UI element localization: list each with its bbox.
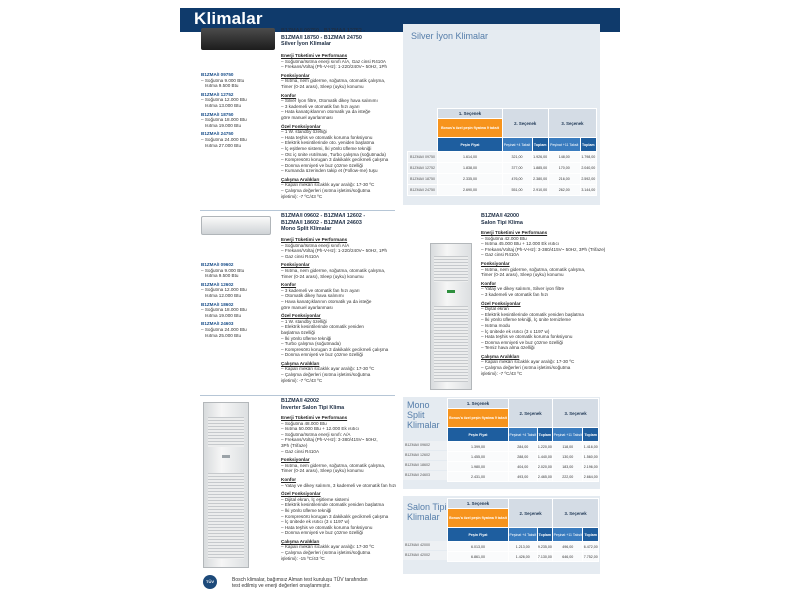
silver-product-title: B1ZMA/I 09750 - B1ZMA/I 12752 - B1ZMA/I 18750 - B1ZMA/I 24750 Silver İyon Klimalar <box>281 28 366 48</box>
feature-heading: Çalışma Aralıkları <box>281 538 320 544</box>
feature-item: – Gaz cinsi R410A <box>481 252 520 258</box>
feature-item: – Isıtma 50.000 Btu + 12.000 Ek ısıtıcı <box>281 426 360 432</box>
price-cell: 1.455,00 <box>448 452 509 462</box>
feature-item: – Frekans/Voltaj (Ph-V-Hz): 3-380/415V~ 50Hz, <box>281 437 378 443</box>
footer-note: Bosch klimalar, bağımsız Alman test kuruluşu TÜV tarafından test edilmiş ve enerji değerleri onaylanmıştır. <box>232 577 368 589</box>
feature-item: – Isıtma, nem giderme, soğutma, otomatik çalışma, <box>281 267 386 273</box>
feature-item: 3Ph (Trifaze) <box>281 442 308 448</box>
feature-item: – Silver İyon filtre, Otomatik dikey hava salınımı <box>281 98 378 104</box>
option-2-header: 2. Seçenek <box>509 499 553 528</box>
feature-item: – Kumanda üzerinden takip et (Follow-me) tuşu <box>281 168 378 174</box>
column-header-toplam: Toplam <box>583 428 599 442</box>
feature-item: – Isıtma, nem giderme, soğutma, otomatik çalışma, <box>281 462 386 468</box>
bonus-highlight: Bonus'a özel peşin fiyatına 9 taksit <box>438 119 502 138</box>
feature-item: – Elektrik kesintilerinde otomatik yeniden <box>281 324 364 330</box>
feature-item: – 3 kademeli ve otomatik fan hızı ayarı <box>281 287 360 293</box>
feature-heading: Konfor <box>281 282 297 288</box>
blank-cell <box>408 119 438 138</box>
model-spec <box>201 262 276 279</box>
feature-item: – Soğutma/Isıtma enerji sınıfı: A/A <box>281 431 351 437</box>
feature-item: – Donma emniyeti ve buz çözme özelliği <box>281 162 363 168</box>
feature-item: – Dijital ekran <box>481 306 509 312</box>
inverter-product-title: B1ZMA/I 42002 İnverter Salon Tipi Klima <box>281 398 345 411</box>
price-cell: 1.885,00 <box>532 163 548 174</box>
model-cell: B1ZMA/I 12752 <box>408 163 438 174</box>
salon-product-title: B1ZMA/I 42000 Salon Tipi Klima <box>481 213 523 226</box>
feature-item: – İki yönlü üfleme tekniği <box>281 335 332 341</box>
feature-item: – Isıtma 45.000 Btu + 12.000 Ek ısıtıcı <box>481 241 560 247</box>
model-spec <box>201 131 276 148</box>
feature-heading: Çalışma Aralıkları <box>481 353 520 359</box>
feature-item: – Kapalı mekân sıcaklık ayar aralığı: 17-30 ºC <box>481 359 575 365</box>
model-cell: B1ZMA/I 12602 <box>403 451 447 460</box>
model-heating: Isıtma 13.000 Btu <box>205 102 242 108</box>
model-spec <box>201 92 276 109</box>
option-3-header: 3. Seçenek <box>548 109 596 138</box>
price-cell: 262,00 <box>548 185 580 196</box>
price-table <box>407 108 597 196</box>
feature-heading: Çalışma Aralıkları <box>281 176 320 182</box>
price-cell: 2.020,00 <box>537 462 553 472</box>
model-spec <box>201 72 276 89</box>
model-name: B1ZMA/I 18750 <box>201 111 234 117</box>
feature-item: – Elektrik kesintilerinde otomatik yeniden başlatma <box>281 502 384 508</box>
feature-item: – Kapalı mekân sıcaklık ayar aralığı: 17-30 ºC <box>281 544 375 550</box>
price-table <box>447 398 599 482</box>
price-cell: 1.798,00 <box>580 152 596 163</box>
silver-ac-unit-image <box>201 28 275 50</box>
model-name: B1ZMA/I 12602 <box>201 281 234 287</box>
feature-heading: Konfor <box>481 280 497 286</box>
option-1-header: 1. Seçenek <box>448 399 509 409</box>
model-name: B1ZMA/I 24603 <box>201 321 234 327</box>
column-header-pes4: Peşinat +4 Taksit <box>502 138 532 152</box>
bonus-highlight: Bonus'a özel peşin fiyatına 9 taksit <box>448 509 509 528</box>
feature-item: – Çalışma değerleri (ısıtma işletimi/soğutma <box>281 188 371 194</box>
model-cell: B1ZMA/I 18602 <box>403 461 447 470</box>
feature-heading: Fonksiyonlar <box>481 260 510 266</box>
feature-item: – Elektrik kesintilerinde otomatik yeniden başlatma <box>481 311 584 317</box>
model-cooling: – Soğutma 24.000 Btu <box>201 326 247 332</box>
page-title: Klimalar <box>194 9 263 28</box>
option-1-header: 1. Seçenek <box>438 109 502 119</box>
feature-heading: Özel Fonksiyonlar <box>281 313 321 319</box>
model-cooling: – Soğutma 12.000 Btu <box>201 287 247 293</box>
feature-item: – Donma emniyeti ve buz çözme özelliği <box>281 352 363 358</box>
silver-table-label: Silver İyon Klimalar <box>411 31 489 41</box>
feature-item: – Isıtma modu <box>481 322 511 328</box>
price-cell: 1.560,00 <box>583 452 599 462</box>
price-cell: 1.213,00 <box>509 542 538 552</box>
feature-item: işletimi): -7 ºC/43 ºC <box>281 193 323 199</box>
feature-heading: Enerji Tüketimi ve Performans <box>281 237 348 242</box>
feature-item: Timer (0-24 arası), Sleep (uyku) konumu <box>281 468 364 474</box>
price-cell: 476,00 <box>502 174 532 185</box>
price-cell: 6.472,00 <box>583 542 599 552</box>
feature-item: – Otc iç ünite ısıtılması, Turbo çalışma (soğutmada) <box>281 151 386 157</box>
mono-model-list <box>201 262 276 341</box>
table-row <box>408 185 597 196</box>
tuv-badge-icon: TÜV <box>203 575 217 589</box>
feature-heading: Özel Fonksiyonlar <box>281 123 321 129</box>
model-name: B1ZMA/I 24750 <box>201 131 234 137</box>
table-row <box>408 174 597 185</box>
feature-item: – Frekans/Voltaj (Ph-V-Hz): 3-380/415V~ 50Hz, 3Ph (Trifaze) <box>481 246 606 252</box>
feature-item: – Çalışma değerleri (ısıtma işletimi/soğutma <box>281 550 371 556</box>
mono-table-label: Mono Split Klimalar <box>407 400 440 430</box>
feature-item: – Isıtma, nem giderme, soğutma, otomatik çalışma, <box>281 78 386 84</box>
feature-item: işletimi): -7 ºC/43 ºC <box>481 370 523 376</box>
model-name: B1ZMA/I 18602 <box>201 301 234 307</box>
feature-heading: Konfor <box>281 476 297 482</box>
price-table <box>447 498 599 562</box>
feature-item: – İç ünitede ek ısıtıcı (3 x 1197 w) <box>481 328 550 334</box>
feature-item: – 1 W. standby özelliği <box>281 129 327 135</box>
model-heating: Isıtma 25.000 Btu <box>205 332 242 338</box>
model-heating: Isıtma 12.000 Btu <box>205 292 242 298</box>
price-cell: 3.144,00 <box>580 185 596 196</box>
price-cell: 118,00 <box>553 442 583 452</box>
feature-item: – Frekans/Voltaj (Ph-V-Hz): 1-220/240V~ 50Hz, 1Ph <box>281 248 388 254</box>
option-3-header: 3. Seçenek <box>553 499 599 528</box>
price-cell: 646,00 <box>553 552 583 562</box>
model-cooling: – Soğutma 18.000 Btu <box>201 117 247 123</box>
column-header-pes11: Peşinat +11 Taksit <box>553 528 583 542</box>
feature-item: – Soğutma/Isıtma enerji sınıfı A/A <box>281 242 350 248</box>
price-cell: 1.440,00 <box>537 452 553 462</box>
model-cooling: – Soğutma 12.000 Btu <box>201 97 247 103</box>
feature-item: – Hava kanatçıklarının otomatik ya da isteğe <box>281 298 372 304</box>
price-cell: 170,00 <box>548 163 580 174</box>
feature-item: – Frekans/Voltaj (Ph-V-Hz): 1-220/240V~ 50Hz, 1Ph <box>281 64 388 70</box>
table-row <box>408 163 597 174</box>
model-spec <box>201 302 276 319</box>
feature-item: başlatma özelliği <box>281 329 315 335</box>
mono-ac-unit-image <box>201 216 271 235</box>
price-cell: 2.592,00 <box>580 174 596 185</box>
price-cell: 6.861,00 <box>448 552 509 562</box>
feature-item: – Soğutma/Isıtma enerji sınıfı A/A, Gaz cinsi R410A <box>281 58 386 64</box>
price-cell: 9.235,00 <box>537 542 553 552</box>
feature-item: – Yatay ve dikey salınım, 3 kademeli ve otomatik fan hızı <box>281 482 397 488</box>
feature-item: – 3 kademeli ve otomatik fan hızı ayarı <box>281 103 360 109</box>
model-heating: Isıtma 9.500 Btu <box>205 273 239 279</box>
feature-heading: Özel Fonksiyonlar <box>481 300 521 306</box>
model-cooling: – Soğutma 18.000 Btu <box>201 307 247 313</box>
price-cell: 216,00 <box>548 174 580 185</box>
model-cell: B1ZMA/I 24750 <box>408 185 438 196</box>
price-cell: 321,00 <box>502 152 532 163</box>
table-row <box>448 552 599 562</box>
feature-item: göre manuel ayarlanması <box>281 114 333 120</box>
model-cell: B1ZMA/I 18750 <box>408 174 438 185</box>
price-cell: 2.465,00 <box>537 472 553 482</box>
mono-features <box>281 234 401 383</box>
model-spec <box>201 282 276 299</box>
model-spec <box>201 321 276 338</box>
price-cell: 551,00 <box>502 185 532 196</box>
inverter-features <box>281 412 401 561</box>
price-cell: 130,00 <box>553 452 583 462</box>
feature-item: – 3 kademeli ve otomatik fan hızı <box>481 291 549 297</box>
price-cell: 493,00 <box>509 472 538 482</box>
price-cell: 1.926,00 <box>532 152 548 163</box>
blank-cell <box>408 109 438 119</box>
option-2-header: 2. Seçenek <box>509 399 553 428</box>
model-cooling: – Soğutma 9.000 Btu <box>201 77 245 83</box>
price-cell: 496,00 <box>553 542 583 552</box>
model-cell: B1ZMA/I 09750 <box>408 152 438 163</box>
feature-heading: Fonksiyonlar <box>281 72 310 78</box>
feature-item: – Temiz hava alma özelliği <box>481 345 535 351</box>
feature-heading: Enerji Tüketimi ve Performans <box>281 415 348 420</box>
column-header-pes4: Peşinat +4 Taksit <box>509 428 538 442</box>
feature-heading: Fonksiyonlar <box>281 457 310 463</box>
option-3-header: 3. Seçenek <box>553 399 599 428</box>
silver-model-list <box>201 72 276 151</box>
model-spec <box>201 112 276 129</box>
feature-item: – Kompresörü korugan 3 dakikalık gecikmeli çalışma <box>281 346 389 352</box>
price-cell: 1.980,00 <box>448 462 509 472</box>
feature-item: – Kapalı mekân sıcaklık ayar aralığı: 17-30 ºC <box>281 182 375 188</box>
feature-item: – Hata kanatçıklarının otomatik ya da isteğe <box>281 109 371 115</box>
feature-heading: Fonksiyonlar <box>281 262 310 268</box>
table-row <box>448 472 599 482</box>
feature-item: – Hata teşhis ve otomatik koruma fonksiyonu <box>281 134 373 140</box>
feature-item: – Çalışma değerleri (ısıtma işletimi/soğutma <box>481 365 571 371</box>
feature-item: – Hata teşhis ve otomatik koruma fonksiyonu <box>281 524 373 530</box>
column-header-pesin: Peşin Fiyat <box>448 528 509 542</box>
column-header-toplam: Toplam <box>580 138 596 152</box>
model-heating: Isıtma 9.500 Btu <box>205 83 239 89</box>
model-name: B1ZMA/I 09750 <box>201 72 234 77</box>
price-cell: 183,00 <box>553 462 583 472</box>
feature-item: Timer (0-24 arası), Sleep (uyku) konumu <box>281 83 364 89</box>
price-cell: 2.431,00 <box>448 472 509 482</box>
price-cell: 404,00 <box>509 462 538 472</box>
feature-heading: Özel Fonksiyonlar <box>281 491 321 497</box>
feature-heading: Enerji Tüketimi ve Performans <box>481 230 548 235</box>
feature-item: – Yatay ve dikey salınım, Silver iyon filtre <box>481 286 565 292</box>
feature-item: göre manuel ayarlanması <box>281 304 333 310</box>
feature-item: – Donma emniyeti ve buz çözme özelliği <box>481 339 563 345</box>
price-cell: 6.013,00 <box>448 542 509 552</box>
price-cell: 2.196,00 <box>583 462 599 472</box>
option-1-header: 1. Seçenek <box>448 499 509 509</box>
feature-item: – Kompresörü korugan 3 dakikalık gecikmeli çalışma <box>281 157 389 163</box>
price-cell: 2.335,00 <box>438 174 502 185</box>
feature-item: – Gaz cinsi R410A <box>281 448 320 454</box>
silver-features <box>281 50 401 199</box>
column-header-toplam: Toplam <box>532 138 548 152</box>
price-cell: 2.910,00 <box>532 185 548 196</box>
feature-heading: Konfor <box>281 92 297 98</box>
feature-item: Timer (0-24 arası), Sleep (uyku) konumu <box>281 273 364 279</box>
salon-tower-unit-image <box>430 243 472 390</box>
feature-item: – Donma emniyeti ve buz çözme özelliği <box>281 530 363 536</box>
feature-item: – Gaz cinsi R410A <box>281 253 320 259</box>
price-cell: 1.416,00 <box>583 442 599 452</box>
salon-table-label: Salon Tipi Klimalar <box>407 502 447 522</box>
feature-item: Timer (0-24 arası), Sleep (uyku) konumu <box>481 272 564 278</box>
feature-item: – Turbo çalışma (soğutmada) <box>281 341 341 347</box>
feature-item: – Dijital ekran, İç eşitleme sistemi <box>281 496 349 502</box>
price-cell: 1.838,00 <box>438 163 502 174</box>
model-cell: B1ZMA/I 09602 <box>403 441 447 450</box>
feature-item: – Soğutma 42.000 Btu <box>481 235 527 241</box>
column-header-toplam: Toplam <box>537 428 553 442</box>
feature-item: – İki yönlü üfleme tekniği, İç ünite temizleme <box>481 317 571 323</box>
feature-item: – Otomatik dikey hava salınımı <box>281 293 344 299</box>
price-cell: 2.040,00 <box>580 163 596 174</box>
inverter-tower-unit-image <box>203 402 249 568</box>
price-cell: 284,00 <box>509 442 538 452</box>
table-row <box>448 542 599 552</box>
table-row <box>448 452 599 462</box>
price-cell: 1.614,00 <box>438 152 502 163</box>
table-row <box>448 462 599 472</box>
price-cell: 2.380,00 <box>532 174 548 185</box>
price-cell: 7.752,00 <box>583 552 599 562</box>
feature-item: işletimi): -7 ºC/43 ºC <box>281 377 323 383</box>
column-header-pes11: Peşinat +11 Taksit <box>553 428 583 442</box>
divider <box>200 210 395 211</box>
feature-item: – İç ünitede ek ısıtıcı (3 x 1197 w) <box>281 519 350 525</box>
price-cell: 1.220,00 <box>537 442 553 452</box>
model-cell: B1ZMA/I 24603 <box>403 471 447 480</box>
price-cell: 2.664,00 <box>583 472 599 482</box>
feature-item: – Kapalı mekân sıcaklık ayar aralığı: 17-30 ºC <box>281 366 375 372</box>
model-cooling: – Soğutma 24.000 Btu <box>201 136 247 142</box>
price-cell: 1.426,00 <box>509 552 538 562</box>
price-cell: 288,00 <box>509 452 538 462</box>
price-cell: 1.399,00 <box>448 442 509 452</box>
price-cell: 222,00 <box>553 472 583 482</box>
column-header-pes4: Peşinat +4 Taksit <box>509 528 538 542</box>
feature-item: – Soğutma 48.000 Btu <box>281 420 327 426</box>
column-header-pesin: Peşin Fiyat <box>438 138 502 152</box>
price-cell: 2.690,00 <box>438 185 502 196</box>
feature-item: – İç eşitleme sistemi, İki yönlü üfleme tekniği <box>281 145 372 151</box>
feature-item: – Isıtma, nem giderme, soğutma, otomatik çalışma, <box>481 266 586 272</box>
model-heating: Isıtma 19.000 Btu <box>205 312 242 318</box>
feature-item: – Hata teşhis ve otomatik koruma fonksiyonu <box>481 334 573 340</box>
feature-heading: Enerji Tüketimi ve Performans <box>281 53 348 58</box>
blank-cell <box>408 138 438 152</box>
model-cell: B1ZMA/I 42000 <box>403 541 447 550</box>
bonus-highlight: Bonus'a özel peşin fiyatına 9 taksit <box>448 409 509 428</box>
column-header-toplam: Toplam <box>537 528 553 542</box>
table-row <box>448 442 599 452</box>
feature-item: – 1 W. standby özelliği <box>281 318 327 324</box>
price-cell: 148,00 <box>548 152 580 163</box>
feature-item: – İki yönlü üfleme tekniği <box>281 507 332 513</box>
price-cell: 7.130,00 <box>537 552 553 562</box>
option-2-header: 2. Seçenek <box>502 109 548 138</box>
model-heating: Isıtma 27.000 Btu <box>205 142 242 148</box>
feature-item: – Kompresörü korugan 3 dakikalık gecikmeli çalışma <box>281 513 389 519</box>
model-cell: B1ZMA/I 42002 <box>403 551 447 560</box>
feature-item: – Çalışma değerleri (ısıtma işletimi/soğutma <box>281 372 371 378</box>
column-header-pes11: Peşinat +11 Taksit <box>548 138 580 152</box>
column-header-pesin: Peşin Fiyat <box>448 428 509 442</box>
model-name: B1ZMA/I 12752 <box>201 91 234 97</box>
table-row <box>408 152 597 163</box>
feature-heading: Çalışma Aralıkları <box>281 360 320 366</box>
divider <box>200 395 395 396</box>
model-cooling: – Soğutma 9.000 Btu <box>201 267 245 273</box>
salon-features <box>481 227 611 376</box>
feature-item: – Elektrik kesintilerinde oto. yeniden başlatma <box>281 140 375 146</box>
model-heating: Isıtma 19.000 Btu <box>205 122 242 128</box>
feature-item: işletimi): -15 ºC/43 ºC <box>281 555 325 561</box>
model-name: B1ZMA/I 09602 <box>201 262 234 267</box>
mono-product-title: B1ZMA/I 09602 - B1ZMA/I 12602 - B1ZMA/I 18602 - B1ZMA/I 24603 Mono Split Klimalar <box>281 213 366 233</box>
price-cell: 377,00 <box>502 163 532 174</box>
column-header-toplam: Toplam <box>583 528 599 542</box>
